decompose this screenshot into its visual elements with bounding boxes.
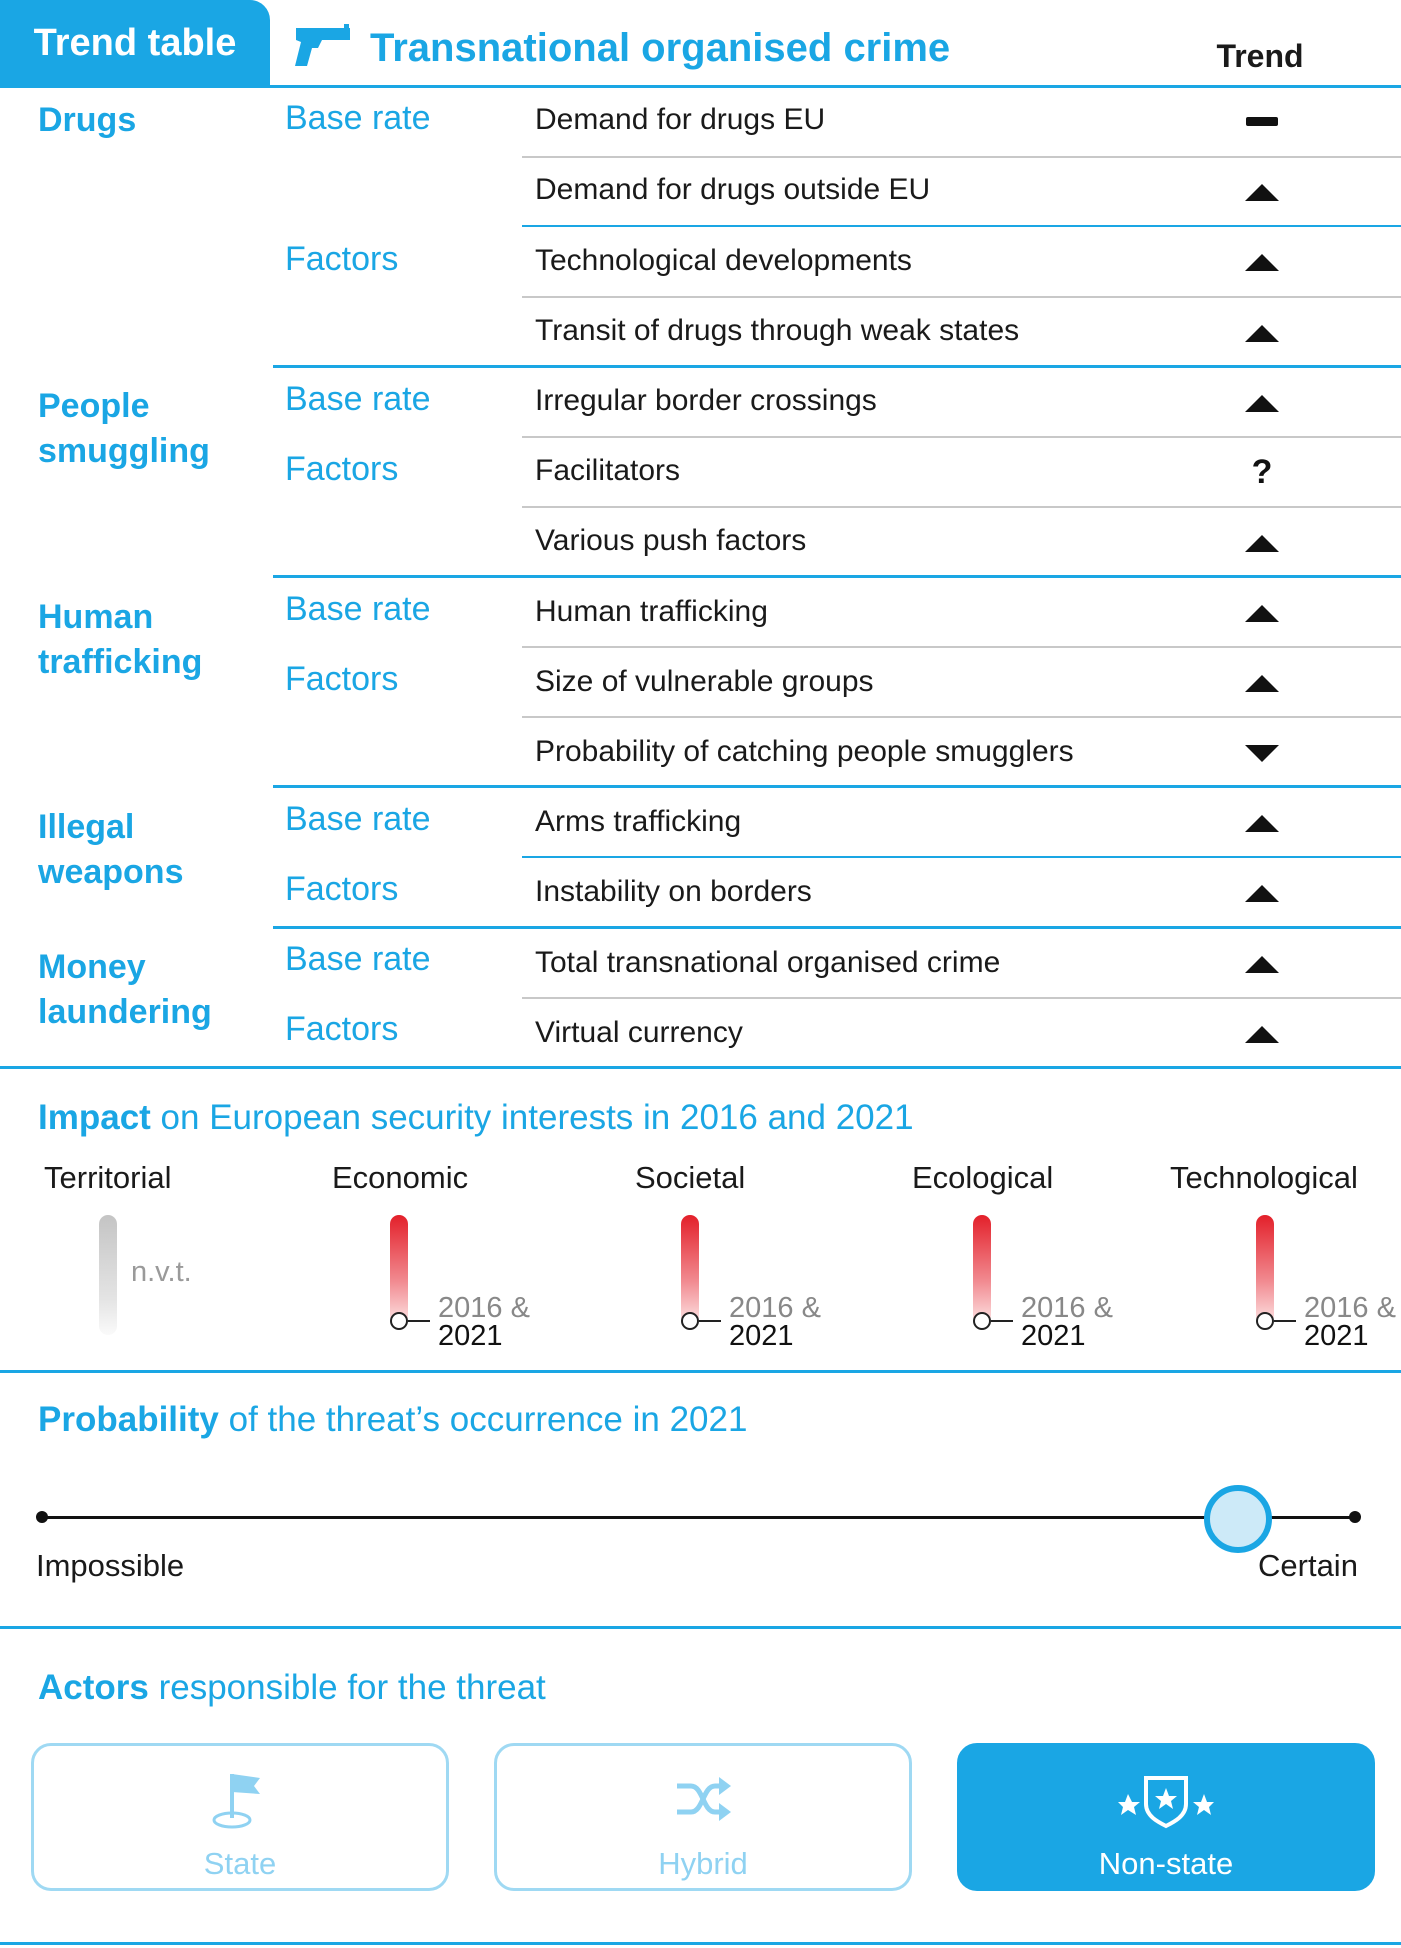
row-label: Facilitators [535,454,681,487]
trend-down-icon [1232,733,1292,773]
row-label: Demand for drugs EU [535,103,826,136]
actor-hybrid[interactable] [494,1743,912,1891]
impact-title: Impact on European security interests in 2016 and 2021 [38,1098,914,1137]
category-drugs: Drugs [38,101,137,139]
trend-up-icon [1232,663,1292,703]
factors-label: Factors [285,240,399,278]
row-label: Total transnational organised crime [535,946,1001,979]
row-label: Instability on borders [535,875,812,908]
scale-left-label: Impossible [36,1548,185,1583]
row-label: Probability of catching people smugglers [535,735,1074,768]
row-divider [522,156,1401,158]
flag-icon [210,1768,270,1832]
section-rule [273,926,1401,929]
actor-state[interactable] [31,1743,449,1891]
impact-year-label: 2016 & [1021,1292,1113,1324]
factors-label: Factors [285,1010,399,1048]
impact-label-economic: Economic [332,1160,469,1195]
impact-bar-ecological [973,1215,991,1325]
impact-year-label: 2021 [1304,1320,1369,1352]
impact-bar-technological [1256,1215,1274,1325]
pistol-icon [292,22,354,70]
impact-bar-economic [390,1215,408,1325]
category-illegal-weapons: Illegal weapons [38,808,184,891]
probability-title: Probability of the threat’s occurrence in 2021 [38,1400,748,1439]
probability-marker [1204,1485,1272,1553]
actor-non-state[interactable] [957,1743,1375,1891]
trend-up-icon [1232,593,1292,633]
impact-year-label: 2021 [438,1320,503,1352]
impact-tick [1274,1320,1296,1322]
impact-marker [973,1312,991,1330]
impact-note: n.v.t. [131,1256,192,1288]
row-divider [522,997,1401,999]
base-rate-label: Base rate [285,590,431,628]
impact-bar-territorial [99,1215,117,1335]
scale-right-label: Certain [1258,1548,1358,1583]
impact-tick [408,1320,430,1322]
trend-stable-icon [1232,101,1292,141]
impact-tick [991,1320,1013,1322]
impact-year-label: 2016 & [729,1292,821,1324]
section-rule [273,575,1401,578]
scale-end-dot [1349,1511,1361,1523]
actor-label: Hybrid [658,1846,748,1881]
row-divider [522,296,1401,298]
category-people-smuggling: People smuggling [38,387,210,470]
trend-up-icon [1232,944,1292,984]
row-label: Arms trafficking [535,805,742,838]
row-label: Size of vulnerable groups [535,665,874,698]
trend-up-icon [1232,242,1292,282]
row-label: Irregular border crossings [535,384,877,417]
trend-up-icon [1232,383,1292,423]
trend-unknown-icon: ? [1251,452,1273,491]
base-rate-label: Base rate [285,380,431,418]
row-label: Human trafficking [535,595,768,628]
row-label: Virtual currency [535,1016,743,1049]
base-rate-label: Base rate [285,940,431,978]
shuffle-icon [673,1768,733,1832]
trend-up-icon [1232,523,1292,563]
section-rule [273,365,1401,368]
impact-year-label: 2016 & [438,1292,530,1324]
impact-year-label: 2016 & [1304,1292,1396,1324]
impact-tick [699,1320,721,1322]
section-rule [0,1066,1401,1069]
row-label: Various push factors [535,524,807,557]
probability-scale [42,1516,1356,1519]
base-rate-label: Base rate [285,99,431,137]
row-label: Transit of drugs through weak states [535,314,1020,347]
trend-up-icon [1232,313,1292,353]
base-rate-label: Base rate [285,800,431,838]
actors-title: Actors responsible for the threat [38,1668,546,1707]
row-divider [522,646,1401,648]
row-divider [522,436,1401,438]
trend-up-icon [1232,873,1292,913]
row-label: Demand for drugs outside EU [535,173,931,206]
impact-marker [390,1312,408,1330]
impact-marker [681,1312,699,1330]
factors-label: Factors [285,450,399,488]
bottom-rule [0,1942,1401,1945]
row-label: Technological developments [535,244,912,277]
impact-label-societal: Societal [635,1160,746,1195]
row-divider [522,506,1401,508]
row-divider [522,716,1401,718]
impact-label-ecological: Ecological [912,1160,1054,1195]
section-rule [273,785,1401,788]
factors-label: Factors [285,660,399,698]
impact-marker [1256,1312,1274,1330]
trend-column-header: Trend [1216,38,1304,74]
section-rule [0,1626,1401,1629]
section-rule [0,1370,1401,1373]
trend-up-icon [1232,803,1292,843]
badge-star-icon [1118,1768,1214,1832]
impact-year-label: 2021 [1021,1320,1086,1352]
header-rule [0,85,1401,88]
trend-table-tab[interactable]: Trend table [0,0,270,86]
actor-label: State [203,1846,277,1881]
trend-up-icon [1232,172,1292,212]
impact-bar-societal [681,1215,699,1325]
row-divider [522,856,1401,858]
impact-label-technological: Technological [1170,1160,1358,1195]
actor-label: Non-state [1098,1846,1234,1881]
trend-up-icon [1232,1014,1292,1054]
category-human-trafficking: Human trafficking [38,598,203,681]
factors-label: Factors [285,870,399,908]
impact-label-territorial: Territorial [44,1160,172,1195]
category-money-laundering: Money laundering [38,948,212,1031]
page-title: Transnational organised crime [370,26,951,70]
impact-year-label: 2021 [729,1320,794,1352]
row-divider [522,225,1401,227]
scale-start-dot [36,1511,48,1523]
